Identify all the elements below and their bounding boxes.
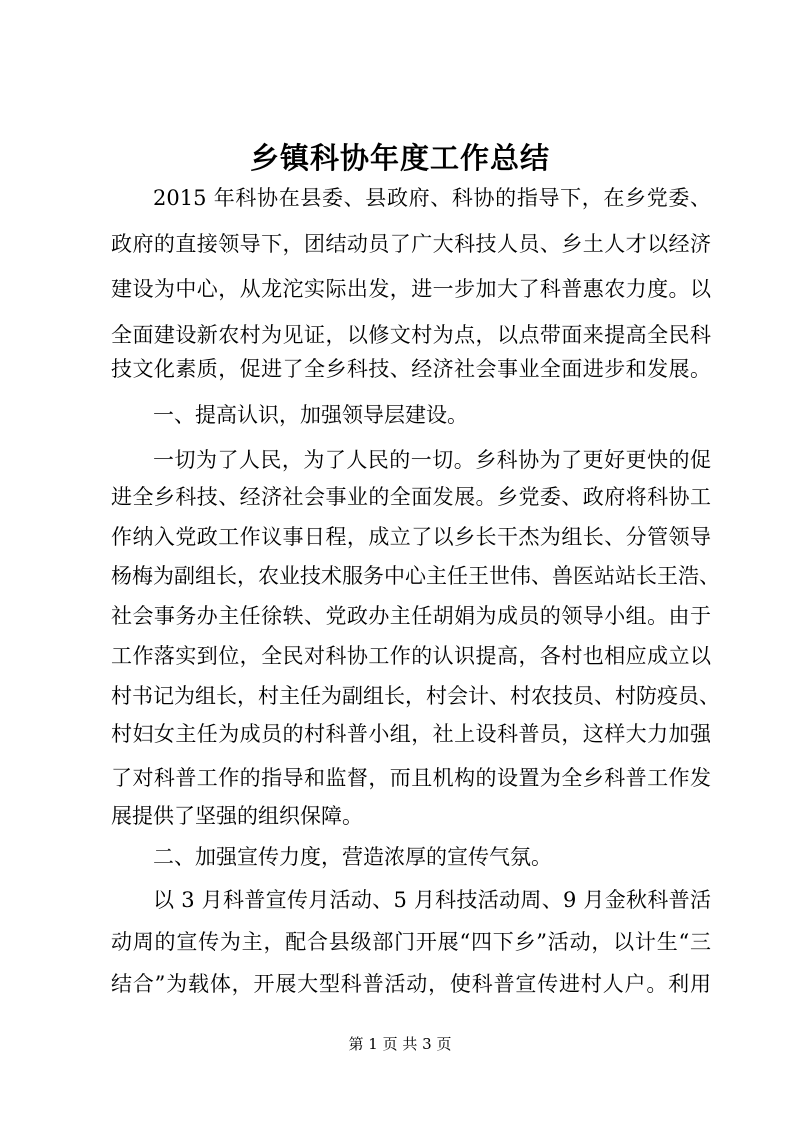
- paragraph-line: 技文化素质，促进了全乡科技、经济社会事业全面进步和发展。: [111, 357, 711, 381]
- paragraph-line: 结合”为载体，开展大型科普活动，使科普宣传进村人户。利用: [111, 972, 711, 996]
- paragraph-line: 一切为了人民，为了人民的一切。乡科协为了更好更快的促: [153, 448, 711, 472]
- paragraph-line: 了对科普工作的指导和监督，而且机构的设置为全乡科普工作发: [111, 766, 711, 790]
- page-footer: 第 1 页 共 3 页: [348, 1035, 452, 1053]
- paragraph-line: 2015 年科协在县委、县政府、科协的指导下，在乡党委、: [153, 186, 711, 210]
- section-heading-2: 二、加强宣传力度，营造浓厚的宣传气氛。: [153, 845, 552, 869]
- paragraph-line: 政府的直接领导下，团结动员了广大科技人员、乡土人才以经济: [111, 232, 711, 256]
- paragraph-line: 工作落实到位，全民对科协工作的认识提高，各村也相应成立以: [111, 644, 711, 668]
- paragraph-line: 社会事务办主任徐轶、党政办主任胡娟为成员的领导小组。由于: [111, 604, 711, 628]
- paragraph-line: 以 3 月科普宣传月活动、5 月科技活动周、9 月金秋科普活: [153, 888, 711, 912]
- paragraph-line: 村书记为组长，村主任为副组长，村会计、村农技员、村防疫员、: [111, 684, 720, 708]
- paragraph-line: 建设为中心，从龙沱实际出发，进一步加大了科普惠农力度。以: [111, 277, 711, 301]
- paragraph-line: 进全乡科技、经济社会事业的全面发展。乡党委、政府将科协工: [111, 485, 711, 509]
- paragraph-line: 展提供了坚强的组织保障。: [111, 804, 363, 828]
- paragraph-line: 动周的宣传为主，配合县级部门开展“四下乡”活动，以计生“三: [111, 930, 711, 954]
- paragraph-line: 村妇女主任为成员的村科普小组，社上设科普员，这样大力加强: [111, 722, 711, 746]
- paragraph-line: 杨梅为副组长，农业技术服务中心主任王世伟、兽医站站长王浩、: [111, 564, 720, 588]
- paragraph-line: 全面建设新农村为见证，以修文村为点，以点带面来提高全民科: [111, 323, 711, 347]
- paragraph-line: 作纳入党政工作议事日程，成立了以乡长干杰为组长、分管领导: [111, 525, 711, 549]
- section-heading-1: 一、提高认识，加强领导层建设。: [153, 403, 468, 427]
- document-title: 乡镇科协年度工作总结: [249, 141, 550, 175]
